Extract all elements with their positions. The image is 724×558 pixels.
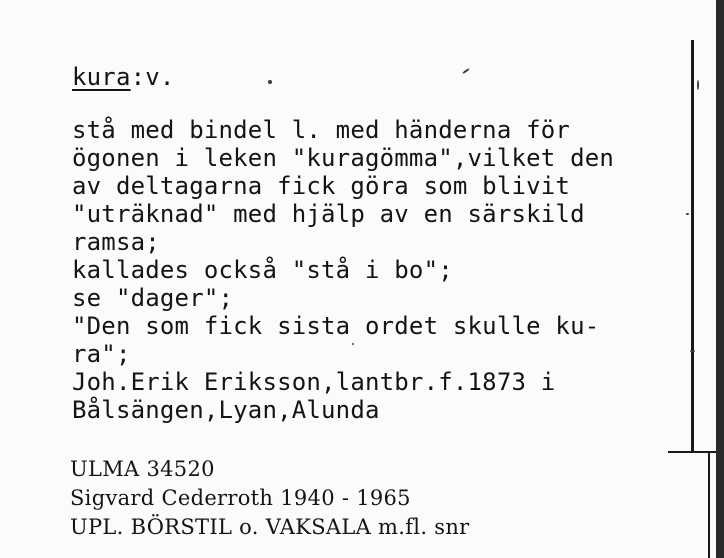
scan-border — [716, 0, 724, 558]
text-line: ramsa; — [72, 228, 160, 256]
text-line: Bålsängen,Lyan,Alunda — [72, 396, 380, 424]
text-line: ra"; — [72, 340, 131, 368]
headword-line — [72, 62, 175, 92]
card-edge-line — [708, 452, 710, 558]
text-line: kallades också "stå i bo"; — [72, 256, 453, 284]
text-line: se "dager"; — [72, 284, 234, 312]
text-line: Joh.Erik Eriksson,lantbr.f.1873 i — [72, 368, 556, 396]
scan-speck — [690, 350, 695, 352]
scan-speck — [697, 80, 699, 90]
location-line: UPL. BÖRSTIL o. VAKSALA m.fl. snr — [70, 515, 470, 539]
scan-speck — [268, 80, 272, 84]
text-line: stå med bindel l. med händerna för — [72, 116, 571, 144]
scan-speck — [686, 213, 689, 215]
card-footer — [70, 455, 470, 542]
card-edge-line — [691, 40, 694, 452]
text-line: "Den som fick sista ordet skulle ku- — [72, 312, 600, 340]
archive-number: ULMA 34520 — [70, 457, 215, 481]
scan-speck — [352, 343, 354, 345]
definition-text — [72, 116, 614, 424]
scan-speck — [462, 68, 470, 74]
text-line: ögonen i leken "kuragömma",vilket den — [72, 144, 615, 172]
text-line: "uträknad" med hjälp av en särskild — [72, 200, 585, 228]
headword: kura — [72, 63, 131, 91]
text-line: av deltagarna fick göra som blivit — [72, 172, 571, 200]
collector-line: Sigvard Cederroth 1940 - 1965 — [70, 486, 411, 510]
headword-grammar: :v. — [130, 63, 175, 91]
